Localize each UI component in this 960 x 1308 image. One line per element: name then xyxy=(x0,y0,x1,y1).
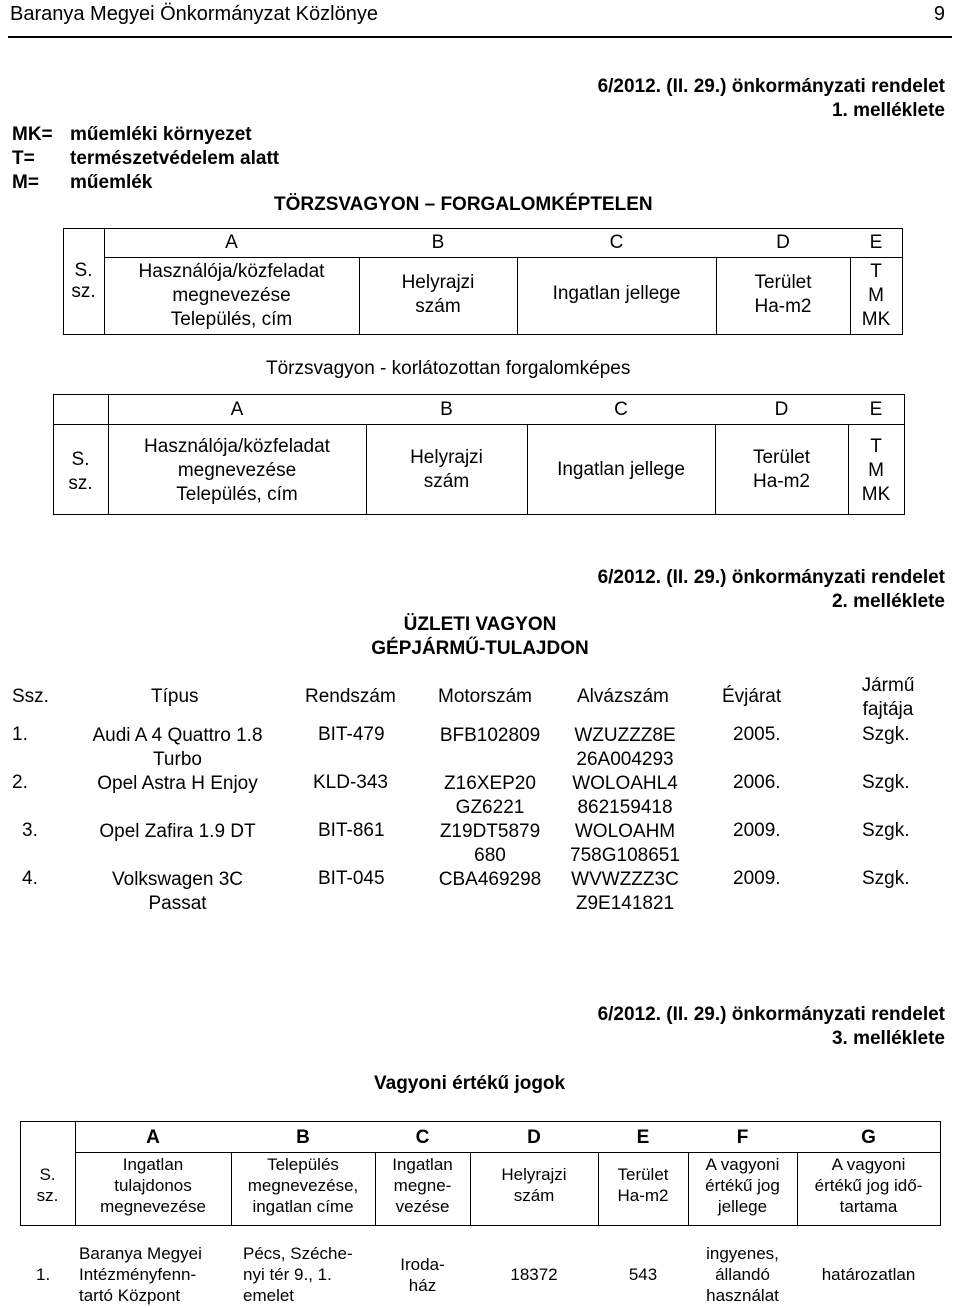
annex3-decree: 6/2012. (II. 29.) önkormányzati rendelet xyxy=(597,1004,945,1025)
vehicle-header-plate: Rendszám xyxy=(305,686,396,707)
vehicle-plate: KLD-343 xyxy=(313,772,388,793)
vehicle-type: Volkswagen 3C Passat xyxy=(112,869,243,914)
vehicle-chassis: WVWZZZ3C Z9E141821 xyxy=(571,869,679,914)
vehicle-header-year: Évjárat xyxy=(722,686,782,707)
vehicle-kind: Szgk. xyxy=(862,868,910,889)
rights-row-type: ingyenes, állandó használat xyxy=(706,1244,779,1305)
header-lot-number: Helyrajzi szám xyxy=(401,272,475,317)
vehicle-type: Opel Astra H Enjoy xyxy=(97,773,258,794)
annex2-decree: 6/2012. (II. 29.) önkormányzati rendelet xyxy=(597,567,945,588)
header-right-duration: A vagyoni értékű jog idő- tartama xyxy=(814,1155,923,1216)
col-letter-e: E xyxy=(636,1127,650,1148)
vehicle-header-ssz: Ssz. xyxy=(12,686,49,707)
legend-key: MK= xyxy=(12,124,53,145)
legend-value: természetvédelem alatt xyxy=(70,148,280,169)
legend-value: műemléki környezet xyxy=(70,124,252,145)
vehicle-chassis: WZUZZZ8E 26A004293 xyxy=(574,725,676,770)
header-area: Terület Ha-m2 xyxy=(752,447,811,492)
col-letter-c: C xyxy=(614,399,628,420)
vehicle-no: 4. xyxy=(22,868,38,889)
vehicle-type: Audi A 4 Quattro 1.8 Turbo xyxy=(92,725,263,770)
header-ssz: S. sz. xyxy=(36,1165,59,1205)
vehicle-engine: Z16XEP20 GZ6221 xyxy=(444,773,536,818)
vehicle-no: 1. xyxy=(12,724,28,745)
header-lot-number: Helyrajzi szám xyxy=(501,1165,567,1205)
vehicle-kind: Szgk. xyxy=(862,820,910,841)
rights-row-area: 543 xyxy=(628,1265,658,1284)
publication-title: Baranya Megyei Önkormányzat Közlönye xyxy=(10,3,378,25)
header-user: Használója/közfeladat megnevezése Település, cím xyxy=(144,436,330,505)
vehicle-plate: BIT-479 xyxy=(318,724,385,745)
vehicle-year: 2009. xyxy=(733,820,781,841)
vehicle-plate: BIT-861 xyxy=(318,820,385,841)
rights-row-no: 1. xyxy=(36,1265,51,1284)
vehicle-type: Opel Zafira 1.9 DT xyxy=(99,821,256,842)
vehicle-no: 2. xyxy=(12,772,28,793)
rights-row-duration: határozatlan xyxy=(821,1265,916,1284)
section2-title: Törzsvagyon - korlátozottan forgalomképes xyxy=(266,358,631,379)
legend-value: műemlék xyxy=(70,172,153,193)
annex1-decree: 6/2012. (II. 29.) önkormányzati rendelet xyxy=(597,76,945,97)
col-letter-c: C xyxy=(415,1127,430,1148)
header-protection: T M MK xyxy=(861,436,891,505)
col-letter-d: D xyxy=(527,1127,541,1148)
vehicle-year: 2006. xyxy=(733,772,781,793)
col-letter-d: D xyxy=(776,232,790,253)
legend-key: T= xyxy=(12,148,35,169)
vehicle-engine: Z19DT5879 680 xyxy=(439,821,541,866)
col-letter-b: B xyxy=(440,399,453,420)
header-rule xyxy=(8,36,952,38)
vehicle-engine: CBA469298 xyxy=(438,869,542,890)
col-letter-a: A xyxy=(225,232,238,253)
annex1-title: TÖRZSVAGYON – FORGALOMKÉPTELEN xyxy=(274,194,653,215)
rights-row-property: Iroda- ház xyxy=(400,1255,445,1295)
vehicle-no: 3. xyxy=(22,820,38,841)
vehicle-header-type: Típus xyxy=(151,686,199,707)
vehicle-header-engine: Motorszám xyxy=(438,686,532,707)
vehicle-kind: Szgk. xyxy=(862,724,910,745)
header-area: Terület Ha-m2 xyxy=(617,1165,669,1205)
annex2-title: ÜZLETI VAGYON GÉPJÁRMŰ-TULAJDON xyxy=(371,614,589,659)
col-letter-a: A xyxy=(230,399,244,420)
col-letter-b: B xyxy=(431,232,445,253)
rights-row-lot: 18372 xyxy=(510,1265,558,1284)
header-user: Használója/közfeladat megnevezése Település, cím xyxy=(138,261,325,330)
legend-key: M= xyxy=(12,172,39,193)
header-right-type: A vagyoni értékű jog jellege xyxy=(705,1155,780,1216)
col-letter-d: D xyxy=(774,399,789,420)
header-protection: T M MK xyxy=(861,261,891,330)
rights-row-owner: Baranya Megyei Intézményfenn- tartó Központ xyxy=(79,1244,202,1305)
header-ssz: S. sz. xyxy=(71,260,96,302)
col-letter-e: E xyxy=(869,399,883,420)
col-letter-a: A xyxy=(146,1127,160,1148)
annex1-label: 1. melléklete xyxy=(831,100,945,121)
col-letter-f: F xyxy=(736,1127,749,1148)
rights-row-settlement: Pécs, Széche- nyi tér 9., 1. emelet xyxy=(243,1244,353,1305)
col-letter-g: G xyxy=(861,1127,876,1148)
vehicle-header-kind: Jármű fajtája xyxy=(861,675,915,720)
col-letter-b: B xyxy=(296,1127,310,1148)
header-ssz: S. sz. xyxy=(68,449,93,494)
vehicle-year: 2005. xyxy=(733,724,781,745)
col-letter-c: C xyxy=(609,232,624,253)
annex3-title: Vagyoni értékű jogok xyxy=(374,1073,566,1094)
vehicle-chassis: WOLOAHL4 862159418 xyxy=(572,773,678,818)
annex2-label: 2. melléklete xyxy=(831,591,945,612)
header-property-name: Ingatlan megne- vezése xyxy=(392,1155,453,1216)
vehicle-chassis: WOLOAHM 758G108651 xyxy=(570,821,680,866)
header-property-type: Ingatlan jellege xyxy=(552,283,681,304)
vehicle-engine: BFB102809 xyxy=(439,725,541,746)
vehicle-year: 2009. xyxy=(733,868,781,889)
vehicle-kind: Szgk. xyxy=(862,772,910,793)
annex3-label: 3. melléklete xyxy=(831,1028,945,1049)
header-settlement: Település megnevezése, ingatlan címe xyxy=(247,1155,359,1216)
vehicle-header-chassis: Alvázszám xyxy=(577,686,669,707)
col-letter-e: E xyxy=(869,232,883,253)
header-area: Terület Ha-m2 xyxy=(754,272,812,317)
header-lot-number: Helyrajzi szám xyxy=(410,447,483,492)
header-owner: Ingatlan tulajdonos megnevezése xyxy=(100,1155,206,1216)
page-number: 9 xyxy=(933,3,945,25)
header-property-type: Ingatlan jellege xyxy=(557,459,685,480)
vehicle-plate: BIT-045 xyxy=(318,868,385,889)
